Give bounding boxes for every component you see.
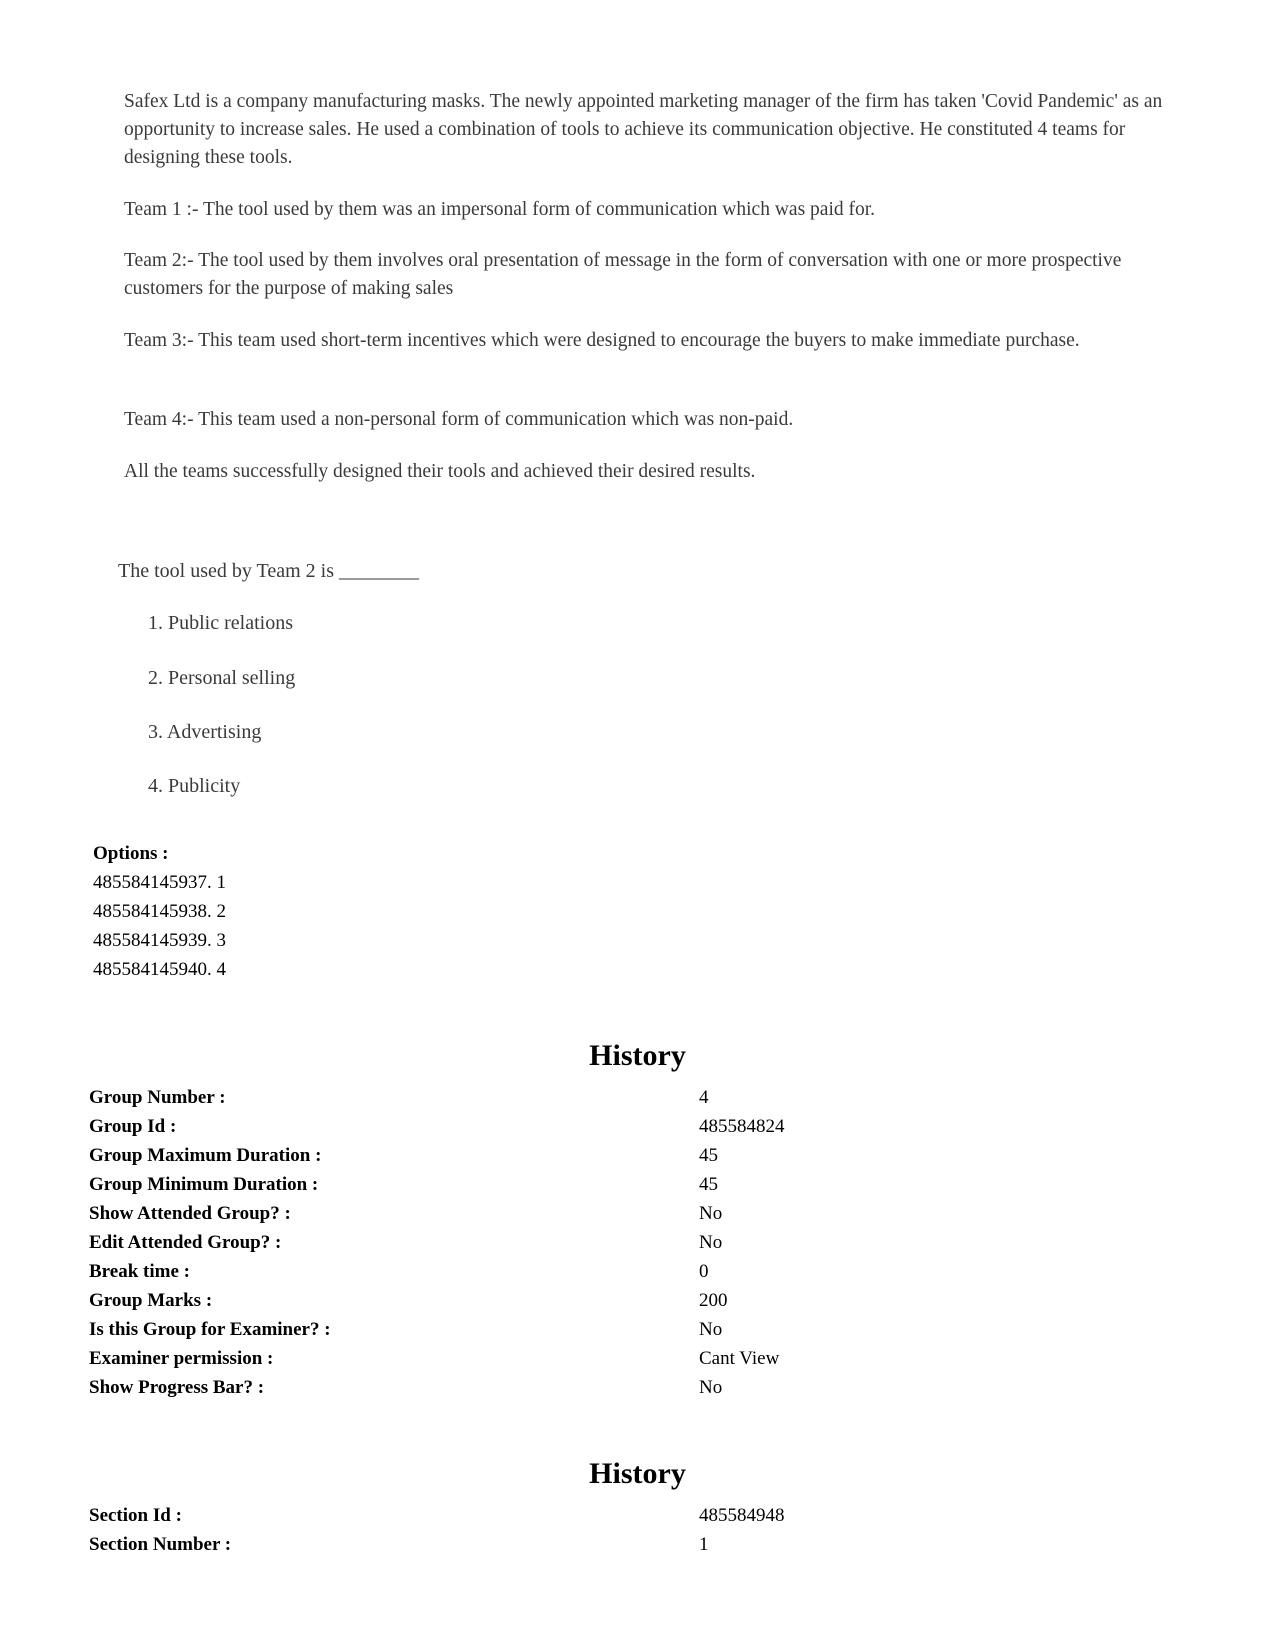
section-row-value: 485584948	[699, 1505, 785, 1526]
group-row-value: No	[699, 1232, 723, 1253]
option-item: 485584145939. 3	[93, 930, 226, 951]
group-row-value: 0	[699, 1261, 709, 1282]
group-row-value: 45	[699, 1145, 718, 1166]
group-row-key: Group Id :	[89, 1116, 177, 1137]
group-row-value: No	[699, 1319, 723, 1340]
passage-team3: Team 3:- This team used short-term incentives which were designed to encourage the buyers to make immediate purchase.	[124, 330, 1080, 351]
section-section-title: History	[589, 1457, 686, 1490]
group-row-key: Group Marks :	[89, 1290, 213, 1311]
group-row-key: Group Minimum Duration :	[89, 1174, 319, 1195]
options-heading: Options :	[93, 843, 169, 864]
question-choice: 1. Public relations	[148, 612, 293, 634]
group-row-key: Examiner permission :	[89, 1348, 274, 1369]
passage-team1: Team 1 :- The tool used by them was an impersonal form of communication which was paid for.	[124, 199, 876, 220]
question-choice: 4. Publicity	[148, 775, 241, 797]
group-row-key: Group Number :	[89, 1087, 226, 1108]
passage-team4: Team 4:- This team used a non-personal form of communication which was non-paid.	[124, 409, 794, 430]
section-row-key: Section Id :	[89, 1505, 182, 1526]
group-row-key: Is this Group for Examiner? :	[89, 1319, 331, 1340]
question-stem: The tool used by Team 2 is ________	[118, 560, 419, 582]
group-row-value: 45	[699, 1174, 718, 1195]
group-section-title: History	[589, 1039, 686, 1072]
group-row-value: No	[699, 1203, 723, 1224]
group-row-value: No	[699, 1377, 723, 1398]
group-row-key: Show Attended Group? :	[89, 1203, 291, 1224]
question-choice: 2. Personal selling	[148, 667, 296, 689]
passage-intro: Safex Ltd is a company manufacturing masks. The newly appointed marketing manager of the firm has taken 'Covid Pandemic' as an opportunity to increase sales. He used a combination of tools to achieve its communication objective. He constituted 4 teams for designing these tools.	[124, 91, 1163, 168]
group-row-value: 200	[699, 1290, 728, 1311]
group-row-value: Cant View	[699, 1348, 780, 1369]
group-row-key: Show Progress Bar? :	[89, 1377, 265, 1398]
option-item: 485584145938. 2	[93, 901, 226, 922]
passage-closing: All the teams successfully designed their tools and achieved their desired results.	[124, 461, 756, 482]
group-row-key: Edit Attended Group? :	[89, 1232, 282, 1253]
section-row-value: 1	[699, 1534, 709, 1555]
group-row-value: 4	[699, 1087, 709, 1108]
group-row-key: Break time :	[89, 1261, 190, 1282]
passage-team2: Team 2:- The tool used by them involves oral presentation of message in the form of conversation with one or more prospective customers for the purpose of making sales	[124, 250, 1122, 299]
section-row-key: Section Number :	[89, 1534, 232, 1555]
option-item: 485584145940. 4	[93, 959, 226, 980]
group-row-key: Group Maximum Duration :	[89, 1145, 322, 1166]
option-item: 485584145937. 1	[93, 872, 226, 893]
group-row-value: 485584824	[699, 1116, 785, 1137]
question-choice: 3. Advertising	[148, 721, 262, 743]
